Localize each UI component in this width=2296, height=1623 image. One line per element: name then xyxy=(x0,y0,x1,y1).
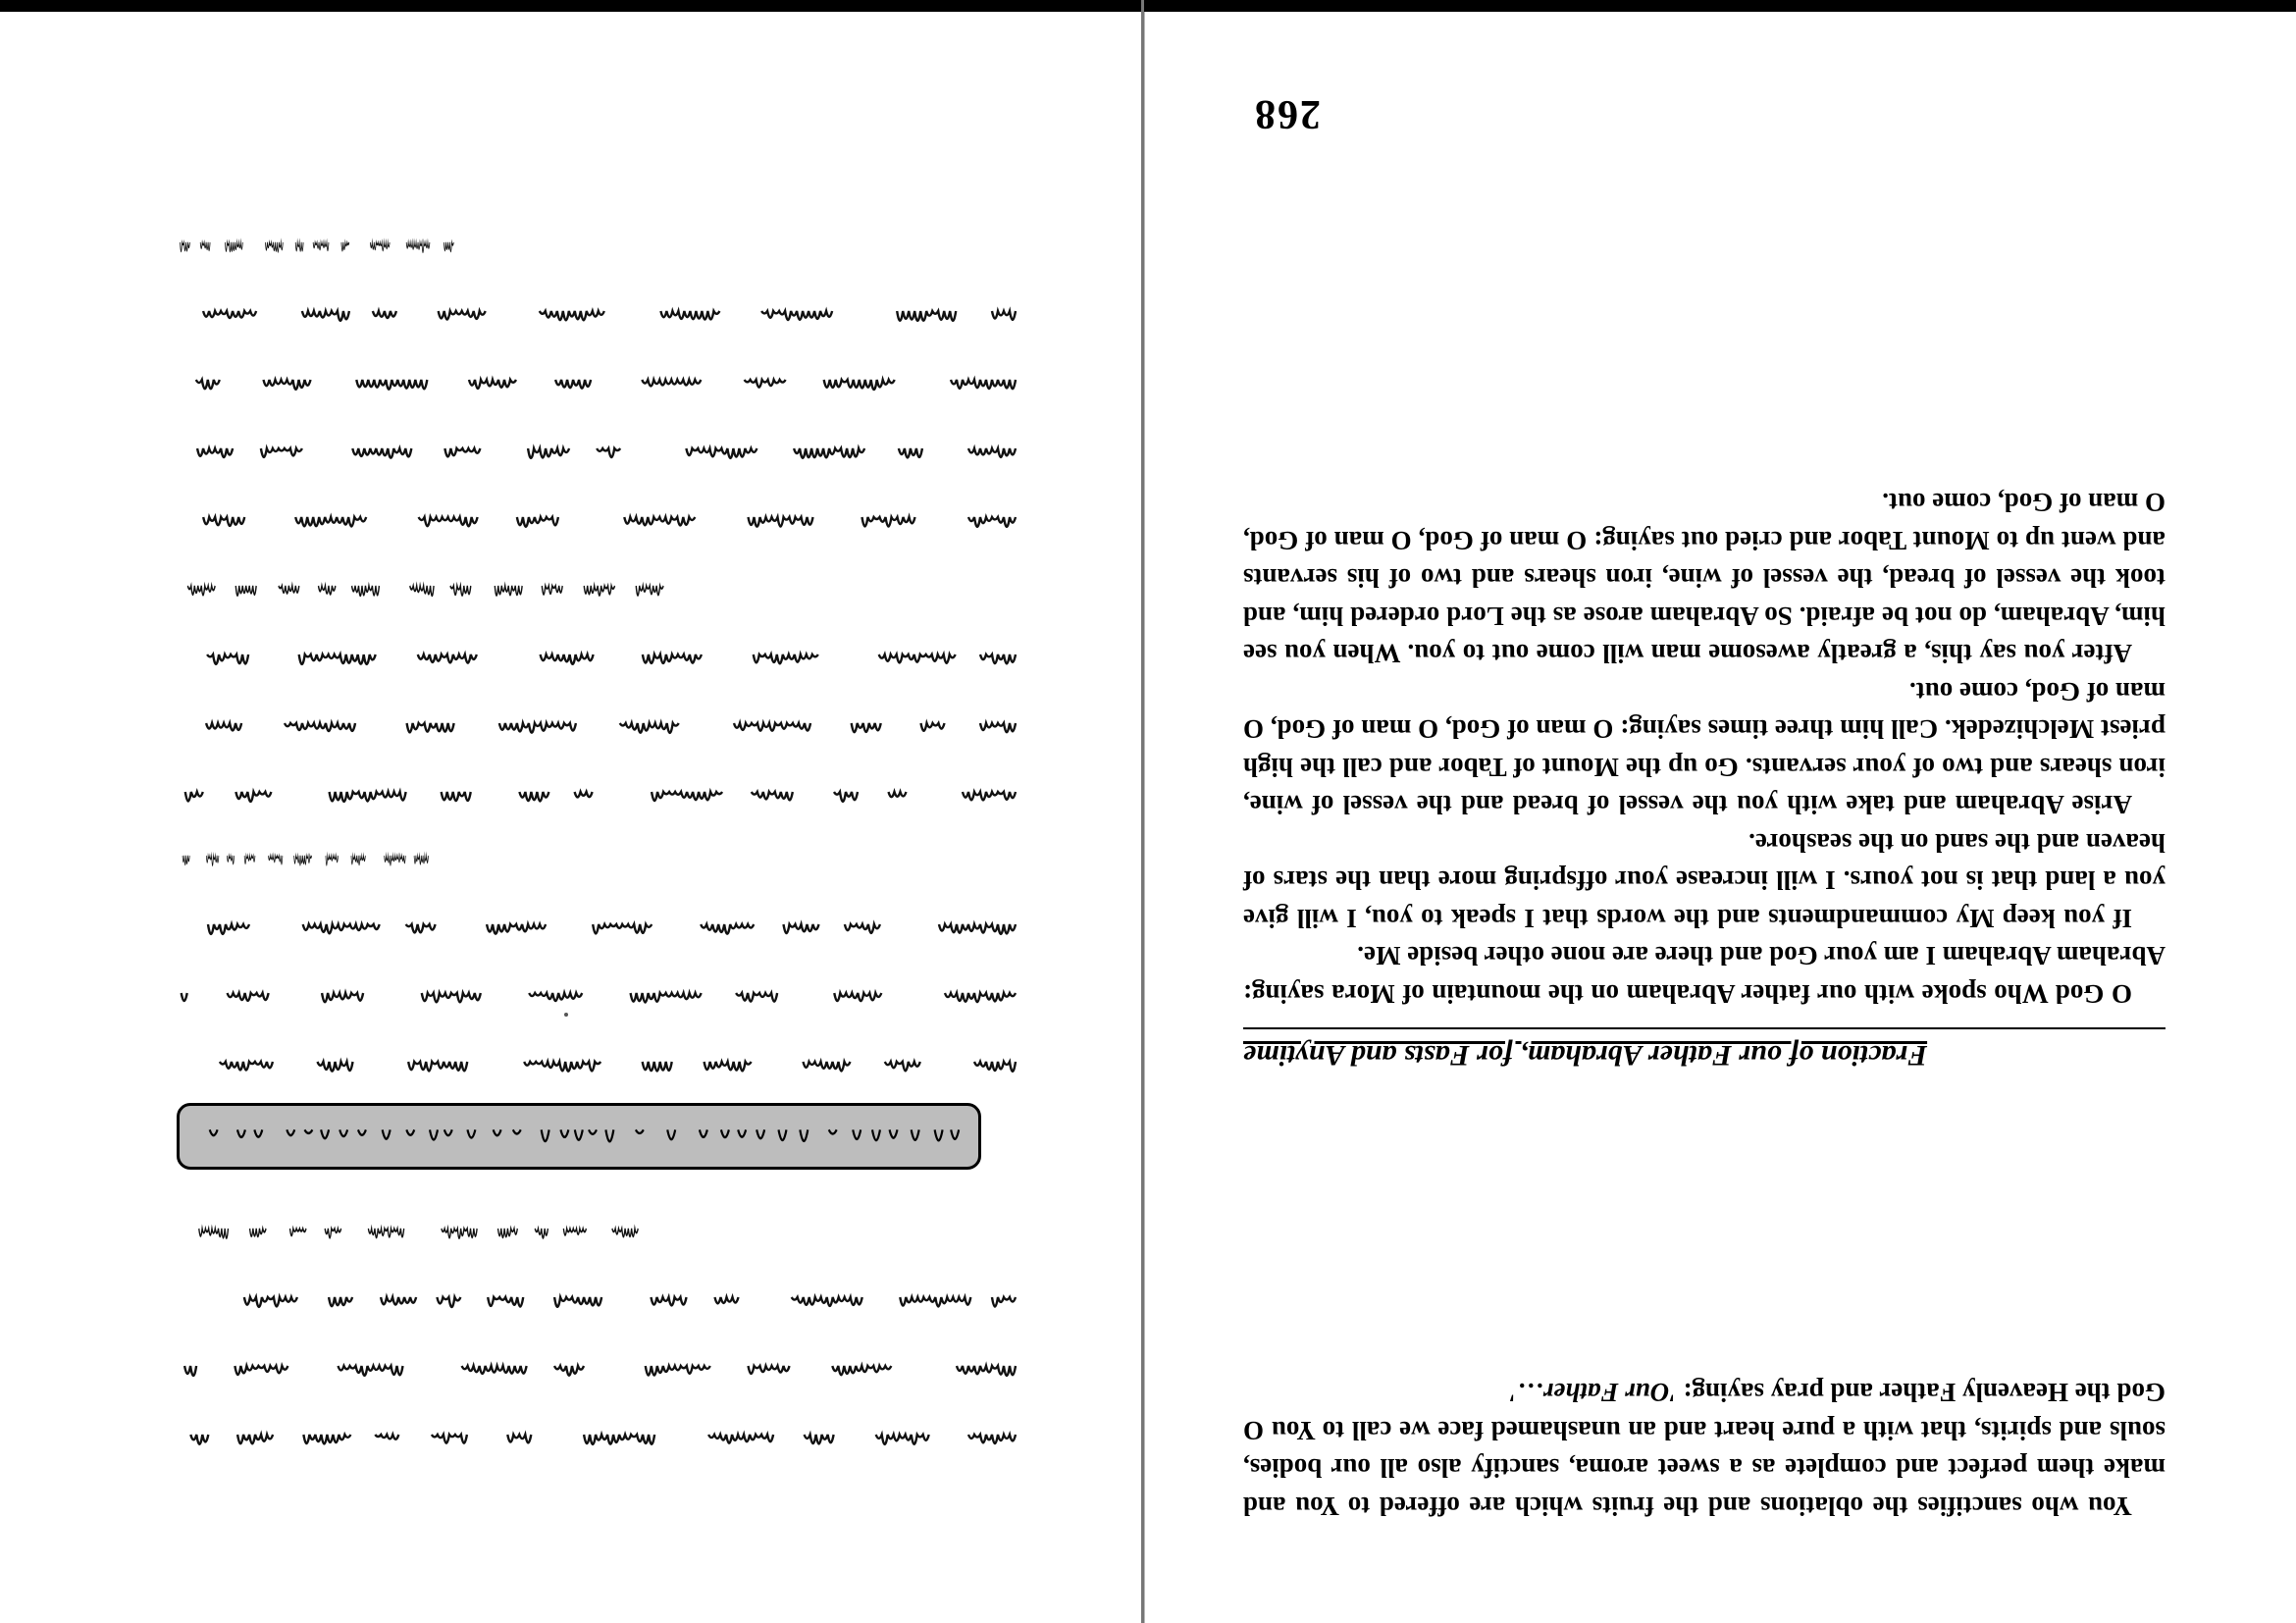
script-line xyxy=(177,846,430,875)
script-line xyxy=(177,301,1020,331)
paragraph: You who sanctifies the oblations and the fruits which are offered to You and make them perfect and complete as a sweet aroma, sanctify also all our bodies, souls and spirits, that with a pure heart and an unashamed face we call to You O God the Heavenly Father and pray saying: 'Our Father…' xyxy=(1243,1378,2166,1521)
script-line xyxy=(177,983,1020,1013)
script-line xyxy=(177,576,666,605)
paragraph: After you say this, a greatly awesome man will come out to you. When you see him, Abraham, do not be afraid. So Abraham arose as the Lord ordered him, and took the vessel of bread, the vessel of wine, iron shears and two of his servants and went up to Mount Tabor and cried out saying: O man of God, O man of God, O man of God, come out. xyxy=(1243,488,2166,669)
script-line xyxy=(177,713,1020,743)
stray-mark xyxy=(564,1013,568,1017)
body-paragraphs xyxy=(1243,484,2166,1013)
page-number: 268 xyxy=(1253,91,1321,136)
heading-underline xyxy=(1243,1027,2166,1029)
right-page xyxy=(1144,12,2296,1623)
script-line xyxy=(177,915,1020,944)
script-line xyxy=(177,439,1020,468)
right-page-content xyxy=(1243,90,2185,1543)
script-text-block xyxy=(177,179,1020,1454)
script-line xyxy=(177,645,1020,674)
prayer-tail: 'Our Father…' xyxy=(1509,1378,1677,1408)
section-heading: Fraction of our Father Abraham, for Fasts and Anytime xyxy=(1243,1039,1928,1072)
paragraph: Arise Abraham and take with you the vessel of bread and the vessel of wine, iron shears and two of your servants. Go up the Mount of Tabor and call the high priest Melchizedek. Call him three times saying: O man of God, O man of God, O man of God, come out. xyxy=(1243,677,2166,820)
script-line xyxy=(177,1356,1020,1386)
opening-paragraph xyxy=(1243,1374,2166,1525)
script-line xyxy=(177,1219,641,1248)
script-line xyxy=(177,507,1020,537)
script-line xyxy=(177,233,455,262)
script-line xyxy=(177,370,1020,399)
paragraph: If you keep My commandments and the words that I speak to you, I will give you a land that is not yours. I will increase your offspring more than the stars of heaven and the sand on the seashore. xyxy=(1243,828,2166,933)
script-line xyxy=(177,1425,1020,1454)
script-title-banner xyxy=(177,1103,981,1170)
left-page xyxy=(0,12,1141,1623)
scan-top-border xyxy=(0,0,2296,12)
script-line xyxy=(177,1287,1020,1317)
paragraph: O God Who spoke with our father Abraham on the mountain of Mora saying: Abraham Abraham I am your God and there are none other beside Me. xyxy=(1243,941,2166,1009)
script-line xyxy=(177,1052,1020,1081)
script-line xyxy=(177,782,1020,812)
